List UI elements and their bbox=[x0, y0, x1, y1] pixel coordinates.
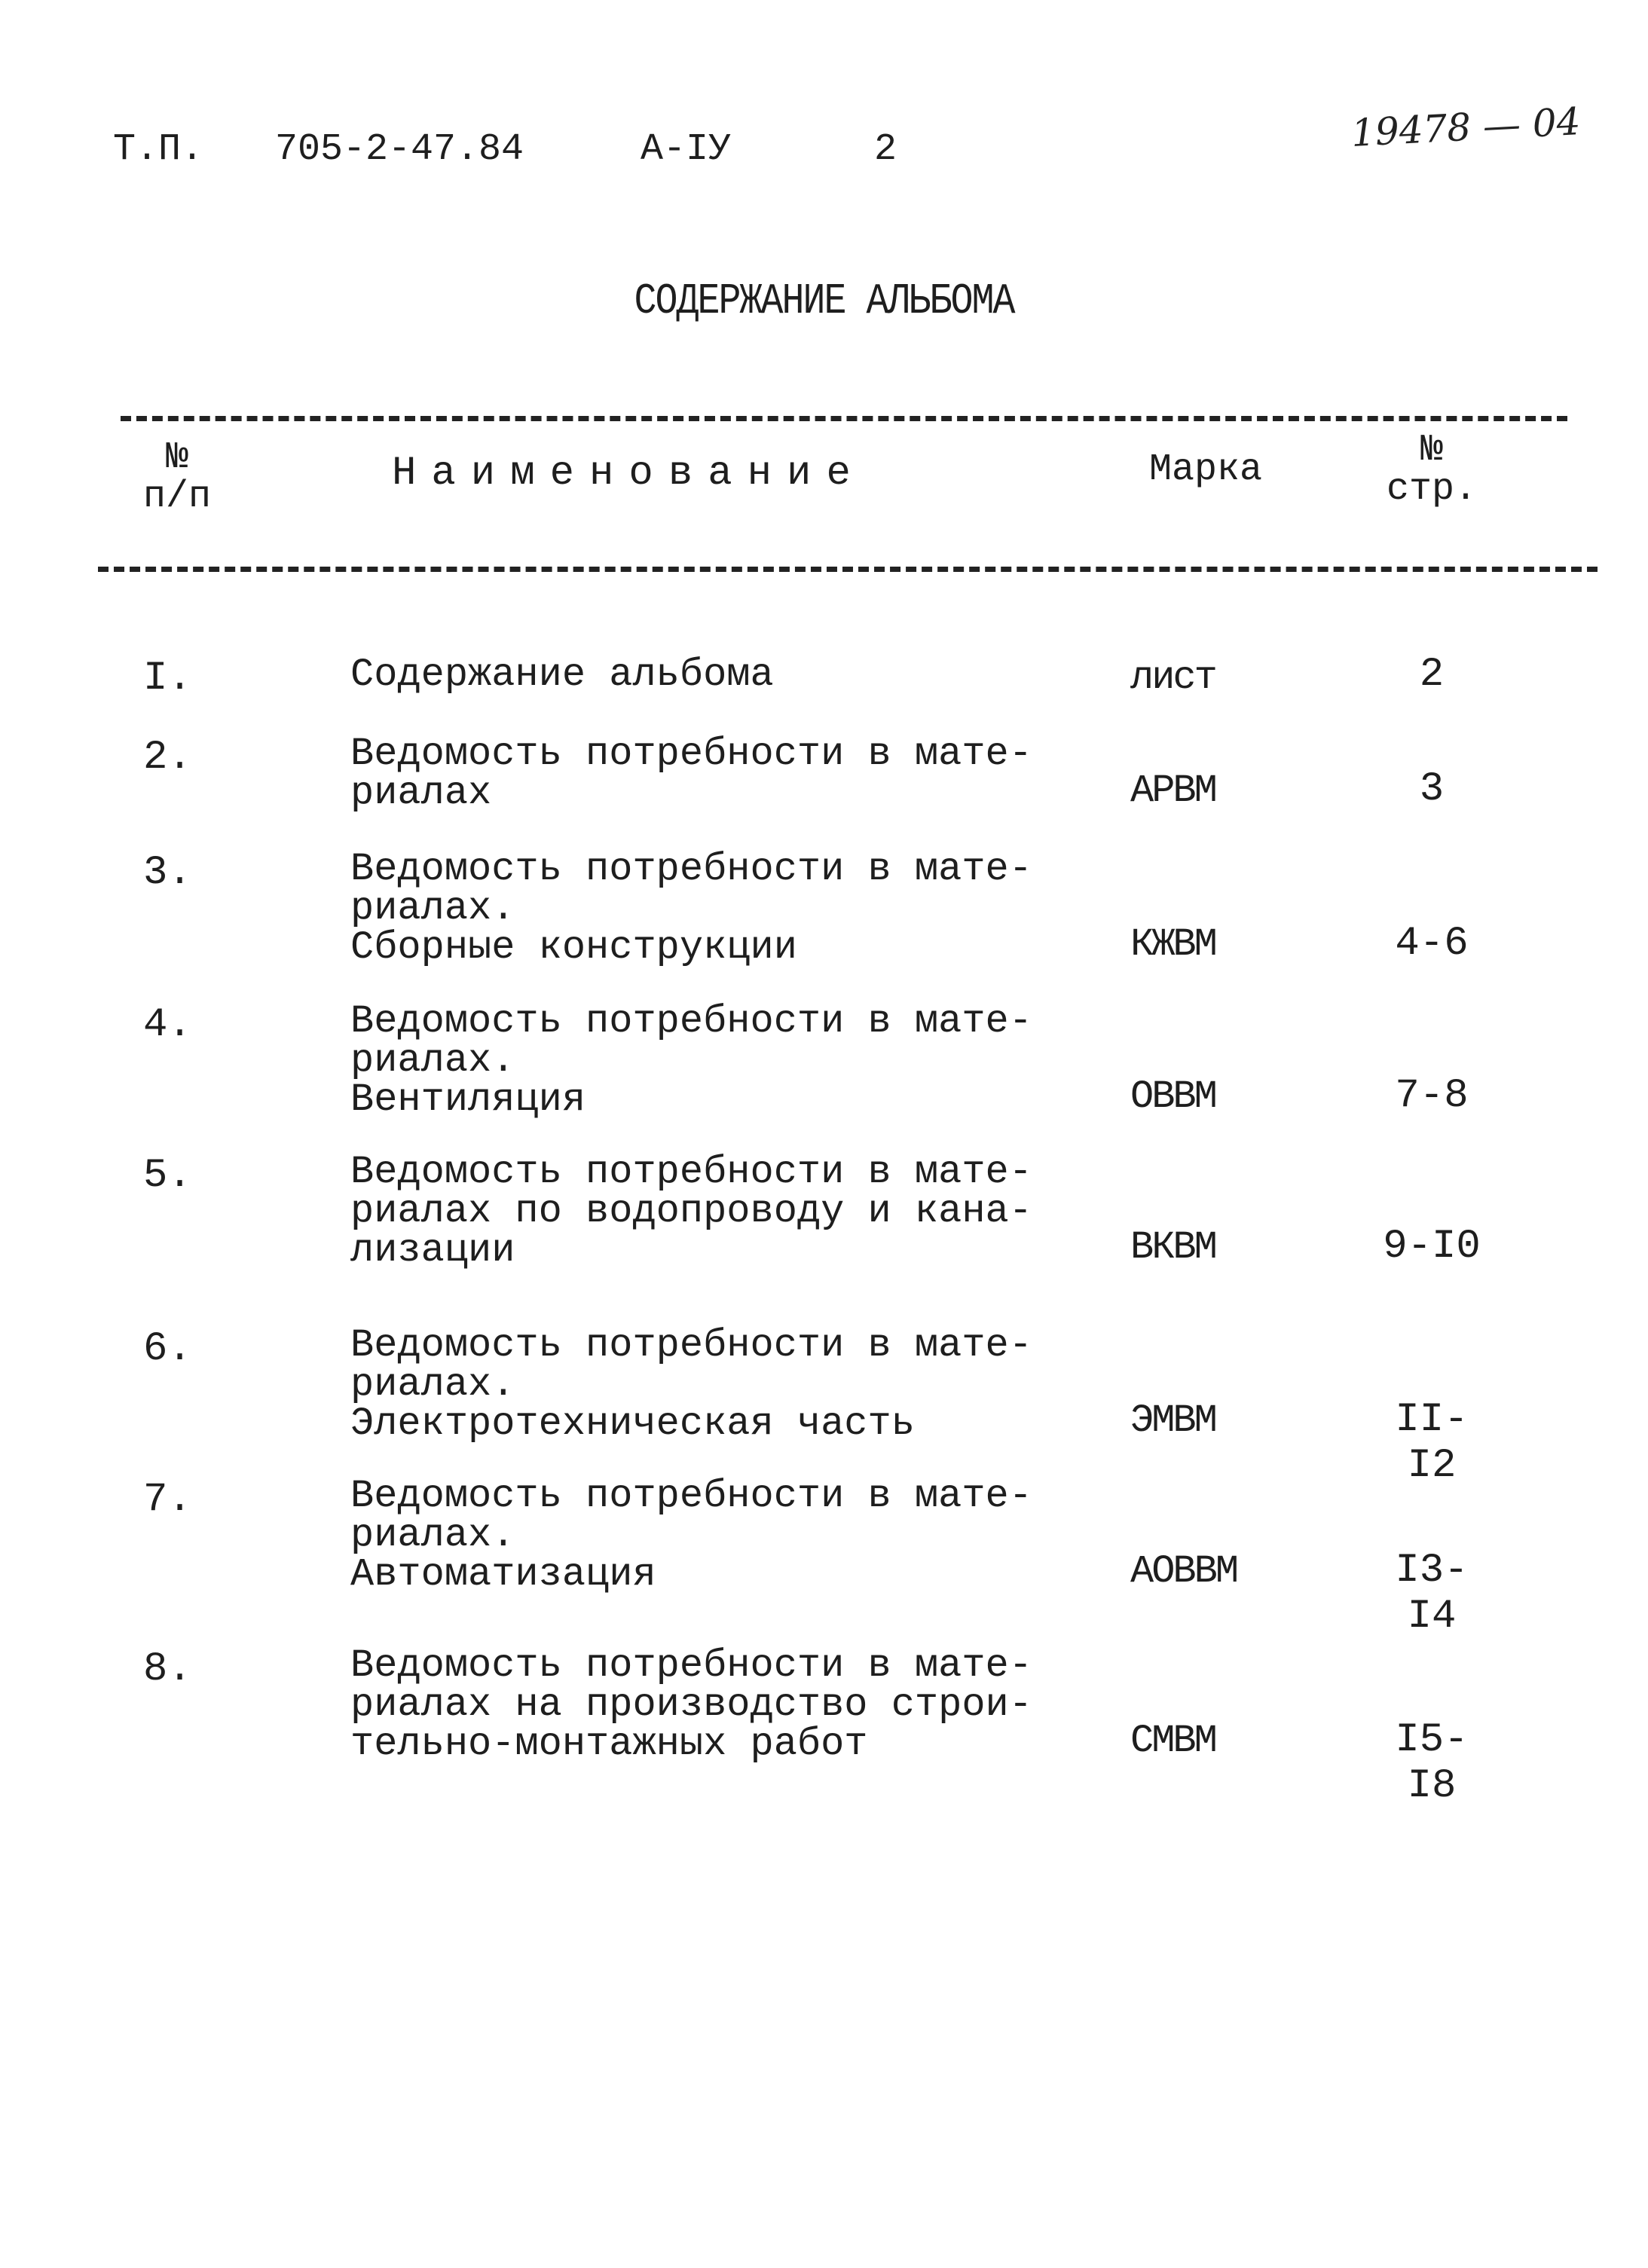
row-number: 2. bbox=[143, 735, 192, 781]
header-top-divider bbox=[121, 416, 1567, 421]
row-page: 9-I0 bbox=[1383, 1224, 1481, 1270]
row-page: 3 bbox=[1419, 766, 1445, 812]
row-mark: АОВВМ bbox=[1130, 1549, 1237, 1594]
row-mark: КЖВМ bbox=[1130, 922, 1215, 967]
row-mark: АРВМ bbox=[1130, 769, 1215, 813]
row-name: Ведомость потребности в мате- риалах. Электротехническая часть bbox=[350, 1323, 1032, 1446]
row-page: 2 bbox=[1419, 652, 1445, 698]
row-mark: лист bbox=[1130, 656, 1215, 700]
page-title: СОДЕРЖАНИЕ АЛЬБОМА bbox=[634, 277, 1014, 327]
col-header-num: № п/п bbox=[142, 436, 211, 518]
row-name: Ведомость потребности в мате- риалах bbox=[350, 732, 1032, 815]
row-number: 7. bbox=[143, 1477, 192, 1523]
row-name: Ведомость потребности в мате- риалах на производство строи- тельно-монтажных работ bbox=[350, 1643, 1032, 1766]
row-page: I3-I4 bbox=[1395, 1548, 1469, 1640]
row-mark: ОВВМ bbox=[1130, 1074, 1215, 1119]
row-number: 4. bbox=[143, 1002, 192, 1048]
col-header-mark: Марка bbox=[1149, 448, 1263, 491]
row-mark: СМВМ bbox=[1130, 1719, 1215, 1763]
project-code: 705-2-47.84 bbox=[275, 128, 524, 171]
sheet-number: 2 bbox=[874, 128, 897, 171]
album-number: А-IУ bbox=[641, 128, 732, 171]
row-page: I5-I8 bbox=[1395, 1717, 1469, 1809]
row-mark: ВКВМ bbox=[1130, 1225, 1215, 1270]
row-page: II-I2 bbox=[1395, 1397, 1469, 1489]
row-number: 3. bbox=[143, 850, 192, 896]
tp-label: Т.П. bbox=[113, 128, 204, 171]
row-name: Ведомость потребности в мате- риалах. Автоматизация bbox=[350, 1474, 1032, 1597]
row-name: Ведомость потребности в мате- риалах. Сборные конструкции bbox=[350, 847, 1032, 970]
row-page: 4-6 bbox=[1395, 921, 1469, 967]
row-number: 8. bbox=[143, 1646, 192, 1692]
row-name: Содержание альбома bbox=[350, 653, 774, 697]
header-bottom-divider bbox=[98, 567, 1598, 572]
row-mark: ЭМВМ bbox=[1130, 1398, 1215, 1443]
row-number: 5. bbox=[143, 1153, 192, 1199]
col-header-name: Наименование bbox=[392, 451, 866, 497]
handwritten-inventory-number: 19478 — 04 bbox=[1350, 99, 1582, 155]
col-header-page: № стр. bbox=[1386, 429, 1478, 511]
row-name: Ведомость потребности в мате- риалах. Вентиляция bbox=[350, 999, 1032, 1122]
row-page: 7-8 bbox=[1395, 1073, 1469, 1119]
row-name: Ведомость потребности в мате- риалах по водопроводу и кана- лизации bbox=[350, 1150, 1032, 1273]
row-number: I. bbox=[143, 656, 192, 701]
row-number: 6. bbox=[143, 1326, 192, 1372]
